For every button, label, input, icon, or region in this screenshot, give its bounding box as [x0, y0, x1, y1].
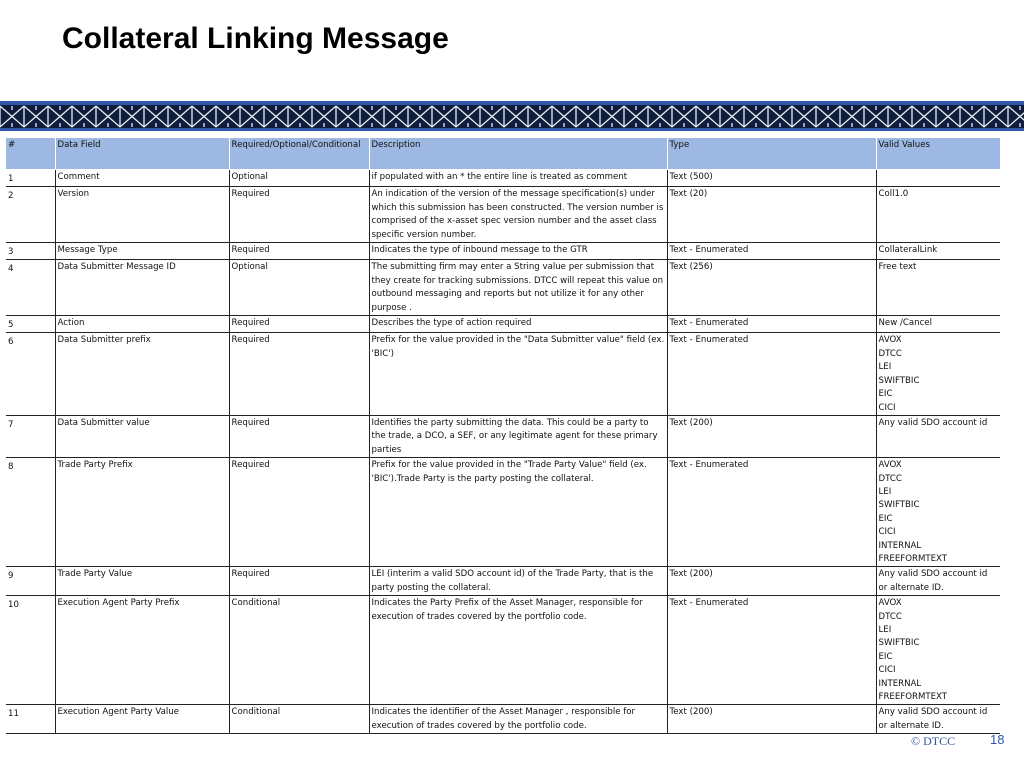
- cell-description: LEI (interim a valid SDO account id) of the Trade Party, that is the party posting the collateral.: [369, 567, 667, 596]
- cell-number: 4: [6, 260, 55, 316]
- copyright-text: © DTCC: [911, 734, 956, 748]
- cell-number: 9: [6, 567, 55, 596]
- cell-type: Text - Enumerated: [667, 458, 876, 567]
- cell-valid-values: AVOX DTCC LEI SWIFTBIC EIC CICI INTERNAL FREEFORMTEXT: [876, 458, 1000, 567]
- cell-data-field: Execution Agent Party Prefix: [55, 596, 229, 705]
- cell-data-field: Action: [55, 316, 229, 333]
- cell-valid-values: [876, 170, 1000, 187]
- table-row: [6, 458, 1000, 567]
- cell-data-field: Data Submitter value: [55, 415, 229, 457]
- cell-number: 7: [6, 415, 55, 457]
- table-row: [6, 243, 1000, 260]
- cell-description: Identifies the party submitting the data. This could be a party to the trade, a DCO, a SEF, or any legitimate agent for these primary parties: [369, 415, 667, 457]
- table-row: [6, 333, 1000, 415]
- table-body: [6, 170, 1000, 734]
- cell-type: Text (200): [667, 415, 876, 457]
- page-number: 18: [990, 732, 1005, 747]
- cell-type: Text - Enumerated: [667, 596, 876, 705]
- cell-type: Text - Enumerated: [667, 316, 876, 333]
- cell-number: 8: [6, 458, 55, 567]
- cell-description: if populated with an * the entire line is treated as comment: [369, 170, 667, 187]
- cell-description: Indicates the type of inbound message to the GTR: [369, 243, 667, 260]
- cell-type: Text (500): [667, 170, 876, 187]
- cell-requirement: Required: [229, 187, 369, 243]
- cell-data-field: Execution Agent Party Value: [55, 705, 229, 734]
- cell-type: Text (256): [667, 260, 876, 316]
- cell-number: 3: [6, 243, 55, 260]
- cell-number: 6: [6, 333, 55, 415]
- cell-data-field: Data Submitter prefix: [55, 333, 229, 415]
- cell-requirement: Required: [229, 458, 369, 567]
- cell-type: Text (200): [667, 705, 876, 734]
- col-header-description: Description: [369, 138, 667, 170]
- cell-requirement: Required: [229, 333, 369, 415]
- cell-description: An indication of the version of the message specification(s) under which this submission has been constructed. The version number is comprised of the x-asset spec version number and the asset class specific version number.: [369, 187, 667, 243]
- cell-data-field: Message Type: [55, 243, 229, 260]
- cell-valid-values: CollateralLink: [876, 243, 1000, 260]
- cell-description: The submitting firm may enter a String value per submission that they create for tracking submissions. DTCC will repeat this value on outbound messaging and reports but not utilize it for any other purpose .: [369, 260, 667, 316]
- cell-data-field: Comment: [55, 170, 229, 187]
- cell-requirement: Required: [229, 415, 369, 457]
- col-header-valid-values: Valid Values: [876, 138, 1000, 170]
- cell-requirement: Conditional: [229, 596, 369, 705]
- cell-valid-values: New /Cancel: [876, 316, 1000, 333]
- cell-number: 2: [6, 187, 55, 243]
- cell-requirement: Conditional: [229, 705, 369, 734]
- cell-type: Text - Enumerated: [667, 243, 876, 260]
- table-row: [6, 170, 1000, 187]
- table-row: [6, 415, 1000, 457]
- cell-description: Prefix for the value provided in the "Data Submitter value" field (ex. 'BIC'): [369, 333, 667, 415]
- cell-requirement: Optional: [229, 260, 369, 316]
- cell-requirement: Required: [229, 316, 369, 333]
- cell-description: Indicates the identifier of the Asset Manager , responsible for execution of trades covered by the portfolio code.: [369, 705, 667, 734]
- cell-number: 5: [6, 316, 55, 333]
- cell-description: Describes the type of action required: [369, 316, 667, 333]
- cell-requirement: Required: [229, 567, 369, 596]
- message-field-table-container: [6, 138, 1000, 731]
- cell-number: 11: [6, 705, 55, 734]
- table-row: [6, 316, 1000, 333]
- cell-type: Text - Enumerated: [667, 333, 876, 415]
- cell-valid-values: Any valid SDO account id or alternate ID.: [876, 567, 1000, 596]
- cell-data-field: Trade Party Value: [55, 567, 229, 596]
- col-header-data-field: Data Field: [55, 138, 229, 170]
- table-row: [6, 705, 1000, 734]
- cell-valid-values: Coll1.0: [876, 187, 1000, 243]
- cell-number: 10: [6, 596, 55, 705]
- table-row: [6, 567, 1000, 596]
- cell-type: Text (200): [667, 567, 876, 596]
- col-header-type: Type: [667, 138, 876, 170]
- cell-valid-values: Free text: [876, 260, 1000, 316]
- cell-requirement: Required: [229, 243, 369, 260]
- cell-requirement: Optional: [229, 170, 369, 187]
- slide-title: Collateral Linking Message: [62, 22, 449, 55]
- cell-data-field: Data Submitter Message ID: [55, 260, 229, 316]
- message-field-table: [6, 138, 1000, 734]
- table-row: [6, 187, 1000, 243]
- cell-valid-values: Any valid SDO account id: [876, 415, 1000, 457]
- table-row: [6, 596, 1000, 705]
- cell-valid-values: AVOX DTCC LEI SWIFTBIC EIC CICI INTERNAL FREEFORMTEXT: [876, 596, 1000, 705]
- cell-description: Indicates the Party Prefix of the Asset Manager, responsible for execution of trades covered by the portfolio code.: [369, 596, 667, 705]
- cell-type: Text (20): [667, 187, 876, 243]
- cell-data-field: Version: [55, 187, 229, 243]
- cell-data-field: Trade Party Prefix: [55, 458, 229, 567]
- table-row: [6, 260, 1000, 316]
- cell-number: 1: [6, 170, 55, 187]
- cell-valid-values: AVOX DTCC LEI SWIFTBIC EIC CICI: [876, 333, 1000, 415]
- col-header-requirement: Required/Optional/Conditional: [229, 138, 369, 170]
- decorative-lattice-banner: [0, 101, 1024, 131]
- cell-valid-values: Any valid SDO account id or alternate ID.: [876, 705, 1000, 734]
- table-header-row: [6, 138, 1000, 170]
- cell-description: Prefix for the value provided in the "Trade Party Value" field (ex. 'BIC').Trade Party is the party posting the collateral.: [369, 458, 667, 567]
- col-header-number: #: [6, 138, 55, 170]
